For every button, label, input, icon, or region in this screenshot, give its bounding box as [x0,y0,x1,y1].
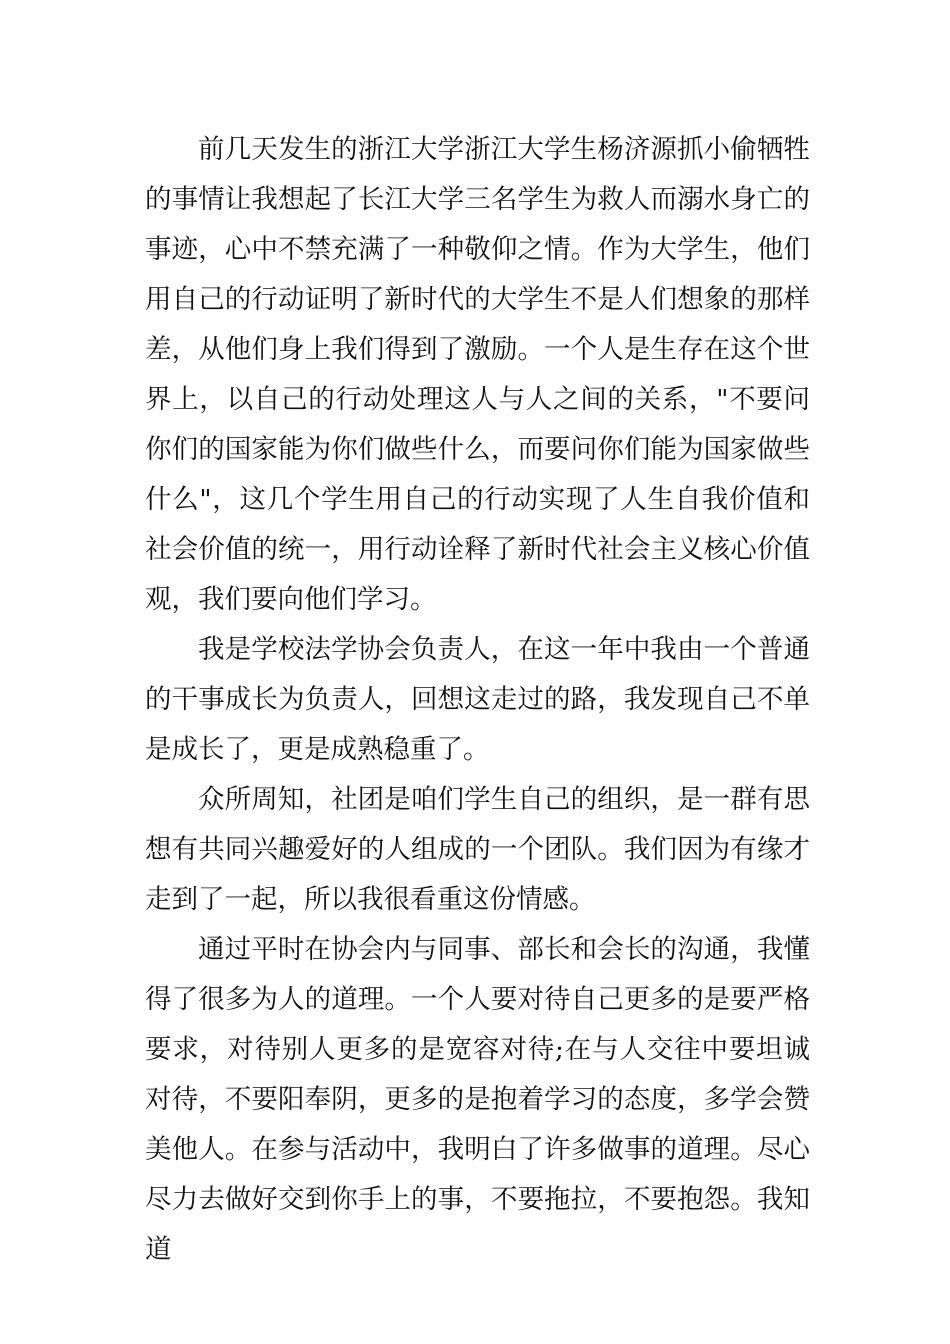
paragraph-3: 众所周知，社团是咱们学生自己的组织，是一群有思想有共同兴趣爱好的人组成的一个团队。我们因为有缘才走到了一起，所以我很看重这份情感。 [145,784,810,915]
paragraph-4: 通过平时在协会内与同事、部长和会长的沟通，我懂得了很多为人的道理。一个人要对待自己更多的是要严格要求，对待别人更多的是宽容对待;在与人交往中要坦诚对待，不要阳奉阴，更多的是抱着学习的态度，多学会赞美他人。在参与活动中，我明白了许多做事的道理。尽心尽力去做好交到你手上的事，不要拖拉，不要抱怨。我知道 [145,934,810,1265]
document-body [145,125,810,1275]
paragraph-1: 前几天发生的浙江大学浙江大学生杨济源抓小偷牺牲的事情让我想起了长江大学三名学生为救人而溺水身亡的事迹，心中不禁充满了一种敬仰之情。作为大学生，他们用自己的行动证明了新时代的大学生不是人们想象的那样差，从他们身上我们得到了激励。一个人是生存在这个世界上，以自己的行动处理这人与人之间的关系，"不要问你们的国家能为你们做些什么，而要问你们能为国家做些什么"，这几个学生用自己的行动实现了人生自我价值和社会价值的统一，用行动诠释了新时代社会主义核心价值观，我们要向他们学习。 [145,134,810,615]
paragraph-2: 我是学校法学协会负责人，在这一年中我由一个普通的干事成长为负责人，回想这走过的路，我发现自己不单是成长了，更是成熟稳重了。 [145,634,810,765]
